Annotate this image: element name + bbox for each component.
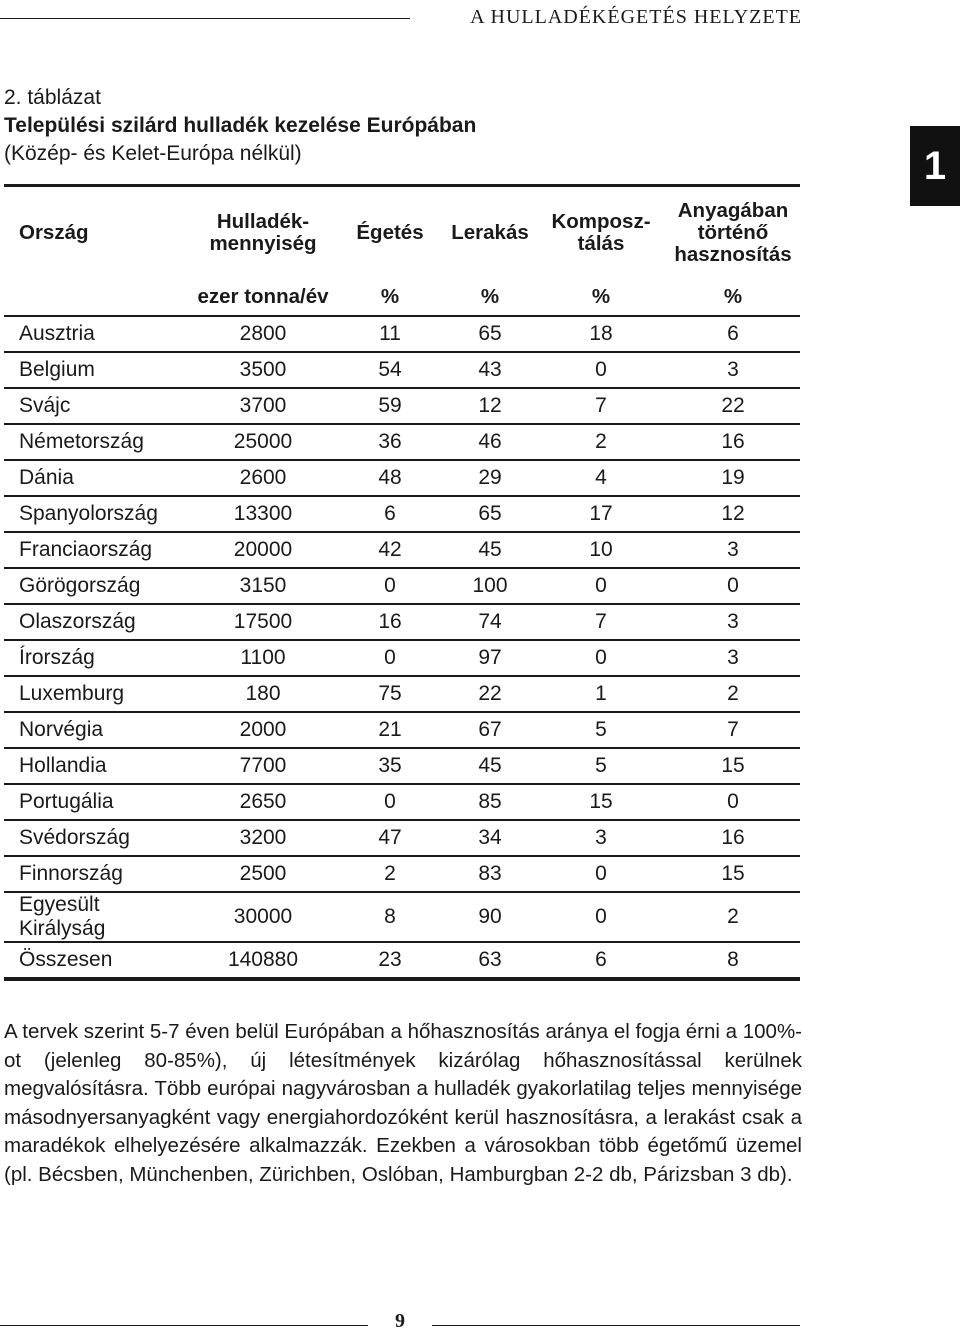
table-row — [4, 892, 800, 942]
cell-country: Dánia — [4, 460, 190, 496]
cell-compost: 5 — [536, 748, 666, 784]
header-recycling-line3: hasznosítás — [674, 243, 792, 266]
header-recycling — [666, 186, 800, 280]
table-row — [4, 712, 800, 748]
cell-recycling: 3 — [666, 532, 800, 568]
cell-incineration: 36 — [336, 424, 444, 460]
cell-landfill: 12 — [444, 388, 536, 424]
folio-rule-left — [0, 1325, 368, 1326]
table-total-row — [4, 942, 800, 979]
cell-quantity: 3200 — [190, 820, 336, 856]
cell-incineration: 75 — [336, 676, 444, 712]
cell-recycling: 0 — [666, 784, 800, 820]
cell-compost: 0 — [536, 352, 666, 388]
cell-landfill: 90 — [444, 892, 536, 942]
cell-compost: 4 — [536, 460, 666, 496]
table-body — [4, 316, 800, 979]
cell-quantity: 1100 — [190, 640, 336, 676]
cell-compost: 3 — [536, 820, 666, 856]
table-row — [4, 568, 800, 604]
cell-incineration: 0 — [336, 640, 444, 676]
cell-quantity: 140880 — [190, 942, 336, 979]
table-subtitle: (Közép- és Kelet-Európa nélkül) — [4, 142, 302, 165]
cell-recycling: 3 — [666, 604, 800, 640]
header-landfill: Lerakás — [451, 221, 529, 244]
table-units-row — [4, 279, 800, 316]
table-row — [4, 532, 800, 568]
cell-incineration: 35 — [336, 748, 444, 784]
cell-incineration: 6 — [336, 496, 444, 532]
cell-country: Norvégia — [4, 712, 190, 748]
cell-incineration: 21 — [336, 712, 444, 748]
cell-incineration: 59 — [336, 388, 444, 424]
cell-country: Spanyolország — [4, 496, 190, 532]
cell-country: Belgium — [4, 352, 190, 388]
cell-recycling: 8 — [666, 942, 800, 979]
cell-recycling: 2 — [666, 892, 800, 942]
cell-country: Svájc — [4, 388, 190, 424]
cell-country: Olaszország — [4, 604, 190, 640]
table-row — [4, 820, 800, 856]
cell-compost: 2 — [536, 424, 666, 460]
cell-quantity: 3500 — [190, 352, 336, 388]
cell-incineration: 11 — [336, 316, 444, 352]
unit-quantity: ezer tonna/év — [190, 279, 336, 316]
page-number: 9 — [380, 1310, 420, 1333]
cell-recycling: 15 — [666, 748, 800, 784]
header-quantity — [190, 186, 336, 280]
cell-recycling: 22 — [666, 388, 800, 424]
table-title: Települési szilárd hulladék kezelése Európában — [4, 114, 477, 137]
table-row — [4, 496, 800, 532]
cell-compost: 0 — [536, 640, 666, 676]
cell-country: Hollandia — [4, 748, 190, 784]
table-row — [4, 640, 800, 676]
cell-landfill: 100 — [444, 568, 536, 604]
cell-landfill: 45 — [444, 748, 536, 784]
unit-incineration: % — [336, 279, 444, 316]
table-row — [4, 316, 800, 352]
table-row — [4, 604, 800, 640]
cell-compost: 5 — [536, 712, 666, 748]
header-incineration: Égetés — [356, 221, 424, 244]
table-row — [4, 388, 800, 424]
cell-country: Ausztria — [4, 316, 190, 352]
cell-incineration: 23 — [336, 942, 444, 979]
cell-quantity: 2650 — [190, 784, 336, 820]
unit-country — [4, 279, 190, 316]
table-row — [4, 424, 800, 460]
cell-landfill: 43 — [444, 352, 536, 388]
cell-quantity: 25000 — [190, 424, 336, 460]
cell-incineration: 54 — [336, 352, 444, 388]
cell-landfill: 46 — [444, 424, 536, 460]
header-quantity-line2: mennyiség — [209, 232, 317, 255]
cell-recycling: 16 — [666, 820, 800, 856]
cell-landfill: 97 — [444, 640, 536, 676]
cell-incineration: 42 — [336, 532, 444, 568]
cell-compost: 15 — [536, 784, 666, 820]
cell-landfill: 45 — [444, 532, 536, 568]
cell-quantity: 180 — [190, 676, 336, 712]
cell-compost: 18 — [536, 316, 666, 352]
cell-incineration: 0 — [336, 784, 444, 820]
table-row — [4, 748, 800, 784]
cell-country: Egyesült Királyság — [4, 892, 190, 942]
unit-landfill: % — [444, 279, 536, 316]
cell-country: Portugália — [4, 784, 190, 820]
header-recycling-line2: történő — [697, 221, 769, 244]
cell-country: Görögország — [4, 568, 190, 604]
cell-recycling: 16 — [666, 424, 800, 460]
cell-compost: 7 — [536, 388, 666, 424]
chapter-tab: 1 — [910, 126, 960, 206]
cell-quantity: 30000 — [190, 892, 336, 942]
cell-quantity: 2800 — [190, 316, 336, 352]
cell-compost: 1 — [536, 676, 666, 712]
table-row — [4, 460, 800, 496]
cell-quantity: 2500 — [190, 856, 336, 892]
cell-recycling: 2 — [666, 676, 800, 712]
running-head-rule — [0, 18, 410, 19]
body-paragraph: A tervek szerint 5-7 éven belül Európában a hőhasznosítás aránya el fogja érni a 100%-ot (jelenleg 80-85%), új létesítmények kizárólag hőhasznosítással kerülnek megvalósításra. Több európai nagyvárosban a hulladék gyakorlatilag teljes mennyisége másodnyersanyagként vagy energiahordozóként kerül hasznosításra, a lerakást csak a maradékok elhelyezésére alkalmazzák. Ezekben a városokban több égetőmű üzemel (pl. Bécsben, Münchenben, Zürichben, Oslóban, Hamburgban 2-2 db, Párizsban 3 db). — [4, 1020, 802, 1186]
cell-landfill: 74 — [444, 604, 536, 640]
cell-quantity: 3150 — [190, 568, 336, 604]
cell-country: Franciaország — [4, 532, 190, 568]
cell-recycling: 3 — [666, 352, 800, 388]
cell-quantity: 2600 — [190, 460, 336, 496]
cell-quantity: 20000 — [190, 532, 336, 568]
cell-compost: 6 — [536, 942, 666, 979]
table-row — [4, 856, 800, 892]
cell-landfill: 67 — [444, 712, 536, 748]
cell-quantity: 7700 — [190, 748, 336, 784]
cell-quantity: 3700 — [190, 388, 336, 424]
cell-incineration: 0 — [336, 568, 444, 604]
cell-incineration: 48 — [336, 460, 444, 496]
cell-quantity: 17500 — [190, 604, 336, 640]
table-row — [4, 352, 800, 388]
cell-incineration: 2 — [336, 856, 444, 892]
cell-incineration: 8 — [336, 892, 444, 942]
table-row — [4, 676, 800, 712]
running-head: A HULLADÉKÉGETÉS HELYZETE — [470, 6, 802, 28]
cell-country: Finnország — [4, 856, 190, 892]
header-compost — [536, 186, 666, 280]
cell-country: Svédország — [4, 820, 190, 856]
cell-recycling: 3 — [666, 640, 800, 676]
cell-incineration: 47 — [336, 820, 444, 856]
cell-country: Összesen — [4, 942, 190, 979]
unit-compost: % — [536, 279, 666, 316]
header-recycling-line1: Anyagában — [677, 199, 789, 222]
cell-landfill: 63 — [444, 942, 536, 979]
cell-recycling: 7 — [666, 712, 800, 748]
cell-compost: 0 — [536, 568, 666, 604]
cell-country: Németország — [4, 424, 190, 460]
cell-compost: 0 — [536, 892, 666, 942]
cell-compost: 0 — [536, 856, 666, 892]
cell-recycling: 12 — [666, 496, 800, 532]
cell-recycling: 6 — [666, 316, 800, 352]
cell-country: Írország — [4, 640, 190, 676]
cell-landfill: 83 — [444, 856, 536, 892]
cell-recycling: 15 — [666, 856, 800, 892]
cell-recycling: 19 — [666, 460, 800, 496]
cell-landfill: 22 — [444, 676, 536, 712]
table-caption — [4, 84, 476, 168]
cell-incineration: 16 — [336, 604, 444, 640]
cell-landfill: 65 — [444, 316, 536, 352]
cell-landfill: 65 — [444, 496, 536, 532]
cell-quantity: 2000 — [190, 712, 336, 748]
table-row — [4, 784, 800, 820]
table-header-row — [4, 186, 800, 280]
cell-landfill: 85 — [444, 784, 536, 820]
header-compost-line1: Komposz- — [551, 210, 651, 233]
cell-compost: 17 — [536, 496, 666, 532]
cell-compost: 7 — [536, 604, 666, 640]
cell-quantity: 13300 — [190, 496, 336, 532]
header-quantity-line1: Hulladék- — [216, 210, 310, 233]
header-compost-line2: tálás — [577, 232, 625, 255]
cell-landfill: 34 — [444, 820, 536, 856]
waste-management-table — [4, 184, 800, 981]
unit-recycling: % — [666, 279, 800, 316]
cell-recycling: 0 — [666, 568, 800, 604]
cell-compost: 10 — [536, 532, 666, 568]
table-number: 2. táblázat — [4, 86, 101, 109]
cell-landfill: 29 — [444, 460, 536, 496]
header-country: Ország — [19, 221, 89, 244]
cell-country: Luxemburg — [4, 676, 190, 712]
folio-rule-right — [432, 1325, 800, 1326]
